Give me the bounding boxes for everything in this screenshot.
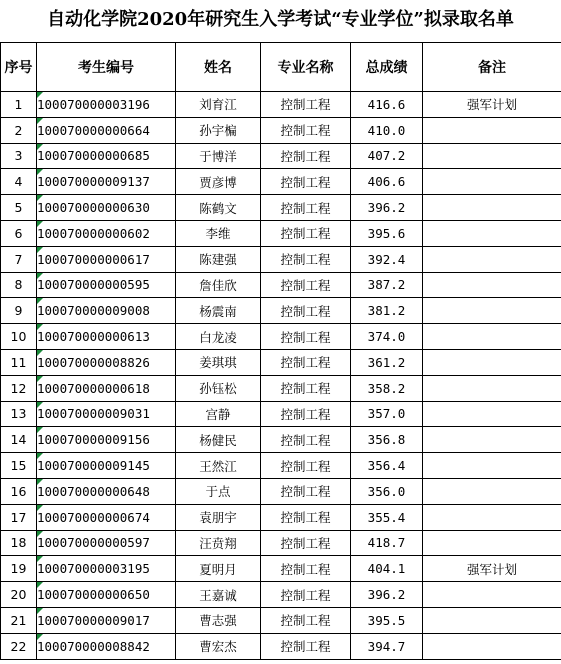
cell-score[interactable]: 406.6	[351, 169, 423, 195]
cell-major[interactable]: 控制工程	[261, 349, 351, 375]
cell-marker-icon	[37, 144, 43, 150]
cell-exam-id[interactable]	[37, 169, 176, 195]
cell-exam-id-text: 100070000009145	[37, 458, 150, 474]
cell-exam-id[interactable]	[37, 582, 176, 608]
cell-name[interactable]: 汪贲翔	[176, 530, 261, 556]
table-row	[1, 324, 561, 350]
cell-marker-icon	[37, 402, 43, 408]
cell-score[interactable]: 394.7	[351, 633, 423, 659]
cell-note[interactable]	[423, 117, 561, 143]
cell-exam-id-text: 100070000003195	[37, 561, 150, 577]
cell-note[interactable]	[423, 349, 561, 375]
cell-name[interactable]: 刘育江	[176, 92, 261, 118]
cell-major[interactable]: 控制工程	[261, 92, 351, 118]
cell-seq[interactable]: 10	[1, 324, 37, 350]
header-major[interactable]: 专业名称	[261, 43, 351, 92]
cell-score[interactable]: 396.2	[351, 582, 423, 608]
table-row	[1, 427, 561, 453]
cell-name[interactable]: 杨震南	[176, 298, 261, 324]
cell-score[interactable]: 374.0	[351, 324, 423, 350]
cell-note[interactable]	[423, 582, 561, 608]
cell-exam-id[interactable]	[37, 220, 176, 246]
cell-seq[interactable]: 9	[1, 298, 37, 324]
cell-seq[interactable]: 4	[1, 169, 37, 195]
cell-marker-icon	[37, 247, 43, 253]
cell-exam-id[interactable]	[37, 375, 176, 401]
cell-exam-id-text: 100070000000648	[37, 483, 150, 499]
cell-score[interactable]: 404.1	[351, 556, 423, 582]
cell-seq[interactable]: 13	[1, 401, 37, 427]
table-row	[1, 246, 561, 272]
cell-major[interactable]: 控制工程	[261, 427, 351, 453]
cell-name[interactable]: 贾彦博	[176, 169, 261, 195]
header-row	[1, 43, 561, 92]
cell-exam-id-text: 100070000000617	[37, 251, 150, 267]
cell-name[interactable]: 孙钰松	[176, 375, 261, 401]
cell-major[interactable]: 控制工程	[261, 195, 351, 221]
cell-exam-id-text: 100070000000650	[37, 587, 150, 603]
cell-exam-id-text: 100070000000618	[37, 380, 150, 396]
header-score[interactable]: 总成绩	[351, 43, 423, 92]
cell-seq[interactable]: 6	[1, 220, 37, 246]
cell-note[interactable]	[423, 633, 561, 659]
header-seq[interactable]: 序号	[1, 43, 37, 92]
cell-note[interactable]	[423, 607, 561, 633]
cell-exam-id-text: 100070000009008	[37, 303, 150, 319]
cell-score[interactable]: 395.5	[351, 607, 423, 633]
cell-exam-id[interactable]	[37, 478, 176, 504]
table-row	[1, 298, 561, 324]
cell-exam-id-text: 100070000000630	[37, 200, 150, 216]
cell-exam-id[interactable]	[37, 530, 176, 556]
cell-name[interactable]: 姜琪琪	[176, 349, 261, 375]
cell-score[interactable]: 357.0	[351, 401, 423, 427]
table-row	[1, 530, 561, 556]
cell-marker-icon	[37, 453, 43, 459]
cell-exam-id[interactable]	[37, 607, 176, 633]
cell-exam-id-text: 100070000000595	[37, 277, 150, 293]
cell-seq[interactable]: 15	[1, 453, 37, 479]
cell-seq[interactable]: 1	[1, 92, 37, 118]
cell-score[interactable]: 356.4	[351, 453, 423, 479]
cell-exam-id[interactable]	[37, 117, 176, 143]
table-row	[1, 117, 561, 143]
cell-seq[interactable]: 7	[1, 246, 37, 272]
cell-score[interactable]: 358.2	[351, 375, 423, 401]
cell-note[interactable]	[423, 427, 561, 453]
cell-marker-icon	[37, 376, 43, 382]
table-row	[1, 195, 561, 221]
cell-major[interactable]: 控制工程	[261, 143, 351, 169]
page-title: 自动化学院2020年研究生入学考试“专业学位”拟录取名单	[47, 9, 514, 30]
cell-note[interactable]	[423, 169, 561, 195]
cell-seq[interactable]: 19	[1, 556, 37, 582]
table-row	[1, 349, 561, 375]
cell-name[interactable]: 陈建强	[176, 246, 261, 272]
table-row	[1, 556, 561, 582]
cell-marker-icon	[37, 221, 43, 227]
cell-major[interactable]: 控制工程	[261, 478, 351, 504]
cell-marker-icon	[37, 350, 43, 356]
cell-seq[interactable]: 21	[1, 607, 37, 633]
cell-score[interactable]: 396.2	[351, 195, 423, 221]
cell-note[interactable]	[423, 375, 561, 401]
table-row	[1, 220, 561, 246]
cell-score[interactable]: 356.0	[351, 478, 423, 504]
cell-exam-id-text: 100070000008842	[37, 638, 150, 654]
cell-note[interactable]	[423, 298, 561, 324]
table-row	[1, 582, 561, 608]
cell-seq[interactable]: 14	[1, 427, 37, 453]
cell-name[interactable]: 于博洋	[176, 143, 261, 169]
cell-note[interactable]	[423, 401, 561, 427]
cell-exam-id-text: 100070000000685	[37, 148, 150, 164]
cell-marker-icon	[37, 479, 43, 485]
header-name[interactable]: 姓名	[176, 43, 261, 92]
cell-major[interactable]: 控制工程	[261, 375, 351, 401]
cell-seq[interactable]: 22	[1, 633, 37, 659]
cell-seq[interactable]: 20	[1, 582, 37, 608]
cell-name[interactable]: 詹佳欣	[176, 272, 261, 298]
cell-seq[interactable]: 12	[1, 375, 37, 401]
table-row	[1, 607, 561, 633]
cell-name[interactable]: 白龙凌	[176, 324, 261, 350]
cell-note[interactable]: 强军计划	[423, 92, 561, 118]
cell-seq[interactable]: 3	[1, 143, 37, 169]
cell-major[interactable]: 控制工程	[261, 246, 351, 272]
cell-seq[interactable]: 2	[1, 117, 37, 143]
cell-score[interactable]: 392.4	[351, 246, 423, 272]
cell-exam-id[interactable]	[37, 298, 176, 324]
cell-score[interactable]: 395.6	[351, 220, 423, 246]
cell-major[interactable]: 控制工程	[261, 504, 351, 530]
cell-exam-id[interactable]	[37, 427, 176, 453]
cell-marker-icon	[37, 427, 43, 433]
table-row	[1, 633, 561, 659]
cell-marker-icon	[37, 118, 43, 124]
cell-major[interactable]: 控制工程	[261, 556, 351, 582]
table-row	[1, 504, 561, 530]
cell-exam-id-text: 100070000003196	[37, 96, 150, 112]
cell-major[interactable]: 控制工程	[261, 633, 351, 659]
cell-score[interactable]: 418.7	[351, 530, 423, 556]
cell-major[interactable]: 控制工程	[261, 220, 351, 246]
cell-marker-icon	[37, 608, 43, 614]
table-row	[1, 453, 561, 479]
cell-marker-icon	[37, 324, 43, 330]
cell-exam-id[interactable]	[37, 349, 176, 375]
cell-marker-icon	[37, 92, 43, 98]
cell-note[interactable]	[423, 504, 561, 530]
cell-exam-id-text: 100070000000613	[37, 329, 150, 345]
cell-seq[interactable]: 17	[1, 504, 37, 530]
cell-name[interactable]: 曹宏杰	[176, 633, 261, 659]
cell-exam-id-text: 100070000000674	[37, 509, 150, 525]
cell-major[interactable]: 控制工程	[261, 298, 351, 324]
cell-note[interactable]	[423, 453, 561, 479]
cell-exam-id[interactable]	[37, 92, 176, 118]
table-row	[1, 478, 561, 504]
cell-exam-id[interactable]	[37, 453, 176, 479]
cell-major[interactable]: 控制工程	[261, 453, 351, 479]
cell-exam-id-text: 100070000008826	[37, 354, 150, 370]
cell-name[interactable]: 杨健民	[176, 427, 261, 453]
cell-score[interactable]: 416.6	[351, 92, 423, 118]
cell-exam-id-text: 100070000000597	[37, 535, 150, 551]
cell-major[interactable]: 控制工程	[261, 401, 351, 427]
cell-major[interactable]: 控制工程	[261, 530, 351, 556]
cell-note[interactable]: 强军计划	[423, 556, 561, 582]
cell-marker-icon	[37, 582, 43, 588]
table-row	[1, 272, 561, 298]
cell-exam-id[interactable]	[37, 401, 176, 427]
cell-marker-icon	[37, 298, 43, 304]
cell-score[interactable]: 387.2	[351, 272, 423, 298]
cell-major[interactable]: 控制工程	[261, 582, 351, 608]
cell-name[interactable]: 孙宇楄	[176, 117, 261, 143]
table-row	[1, 92, 561, 118]
cell-note[interactable]	[423, 478, 561, 504]
cell-name[interactable]: 李维	[176, 220, 261, 246]
header-note[interactable]: 备注	[423, 43, 561, 92]
table-body	[1, 92, 561, 660]
cell-exam-id-text: 100070000000602	[37, 225, 150, 241]
cell-exam-id[interactable]	[37, 272, 176, 298]
cell-exam-id-text: 100070000009031	[37, 406, 150, 422]
cell-exam-id[interactable]	[37, 633, 176, 659]
cell-major[interactable]: 控制工程	[261, 607, 351, 633]
cell-note[interactable]	[423, 324, 561, 350]
cell-marker-icon	[37, 556, 43, 562]
table-row	[1, 169, 561, 195]
cell-score[interactable]: 410.0	[351, 117, 423, 143]
cell-seq[interactable]: 16	[1, 478, 37, 504]
cell-score[interactable]: 381.2	[351, 298, 423, 324]
cell-major[interactable]: 控制工程	[261, 324, 351, 350]
cell-major[interactable]: 控制工程	[261, 117, 351, 143]
cell-major[interactable]: 控制工程	[261, 272, 351, 298]
cell-exam-id[interactable]	[37, 246, 176, 272]
cell-note[interactable]	[423, 143, 561, 169]
cell-name[interactable]: 曹志强	[176, 607, 261, 633]
cell-name[interactable]: 夏明月	[176, 556, 261, 582]
cell-exam-id-text: 100070000009017	[37, 612, 150, 628]
header-exam-id[interactable]: 考生编号	[37, 43, 176, 92]
cell-marker-icon	[37, 531, 43, 537]
cell-seq[interactable]: 18	[1, 530, 37, 556]
cell-exam-id-text: 100070000000664	[37, 122, 150, 138]
cell-score[interactable]: 407.2	[351, 143, 423, 169]
cell-note[interactable]	[423, 530, 561, 556]
cell-score[interactable]: 361.2	[351, 349, 423, 375]
cell-marker-icon	[37, 634, 43, 640]
table-row	[1, 401, 561, 427]
cell-name[interactable]: 宫静	[176, 401, 261, 427]
cell-name[interactable]: 于点	[176, 478, 261, 504]
cell-note[interactable]	[423, 246, 561, 272]
cell-exam-id[interactable]	[37, 556, 176, 582]
cell-seq[interactable]: 5	[1, 195, 37, 221]
cell-note[interactable]	[423, 272, 561, 298]
table-row	[1, 143, 561, 169]
cell-seq[interactable]: 11	[1, 349, 37, 375]
cell-marker-icon	[37, 273, 43, 279]
cell-marker-icon	[37, 169, 43, 175]
cell-score[interactable]: 356.8	[351, 427, 423, 453]
cell-exam-id[interactable]	[37, 504, 176, 530]
cell-exam-id-text: 100070000009137	[37, 174, 150, 190]
cell-score[interactable]: 355.4	[351, 504, 423, 530]
table-row	[1, 375, 561, 401]
cell-exam-id-text: 100070000009156	[37, 432, 150, 448]
cell-name[interactable]: 王嘉诚	[176, 582, 261, 608]
cell-exam-id[interactable]	[37, 324, 176, 350]
cell-exam-id[interactable]	[37, 195, 176, 221]
cell-name[interactable]: 陈鹤文	[176, 195, 261, 221]
cell-exam-id[interactable]	[37, 143, 176, 169]
cell-marker-icon	[37, 505, 43, 511]
cell-seq[interactable]: 8	[1, 272, 37, 298]
cell-major[interactable]: 控制工程	[261, 169, 351, 195]
admission-table	[0, 42, 561, 660]
cell-marker-icon	[37, 195, 43, 201]
cell-name[interactable]: 袁朋宇	[176, 504, 261, 530]
cell-note[interactable]	[423, 195, 561, 221]
cell-note[interactable]	[423, 220, 561, 246]
cell-name[interactable]: 王然江	[176, 453, 261, 479]
